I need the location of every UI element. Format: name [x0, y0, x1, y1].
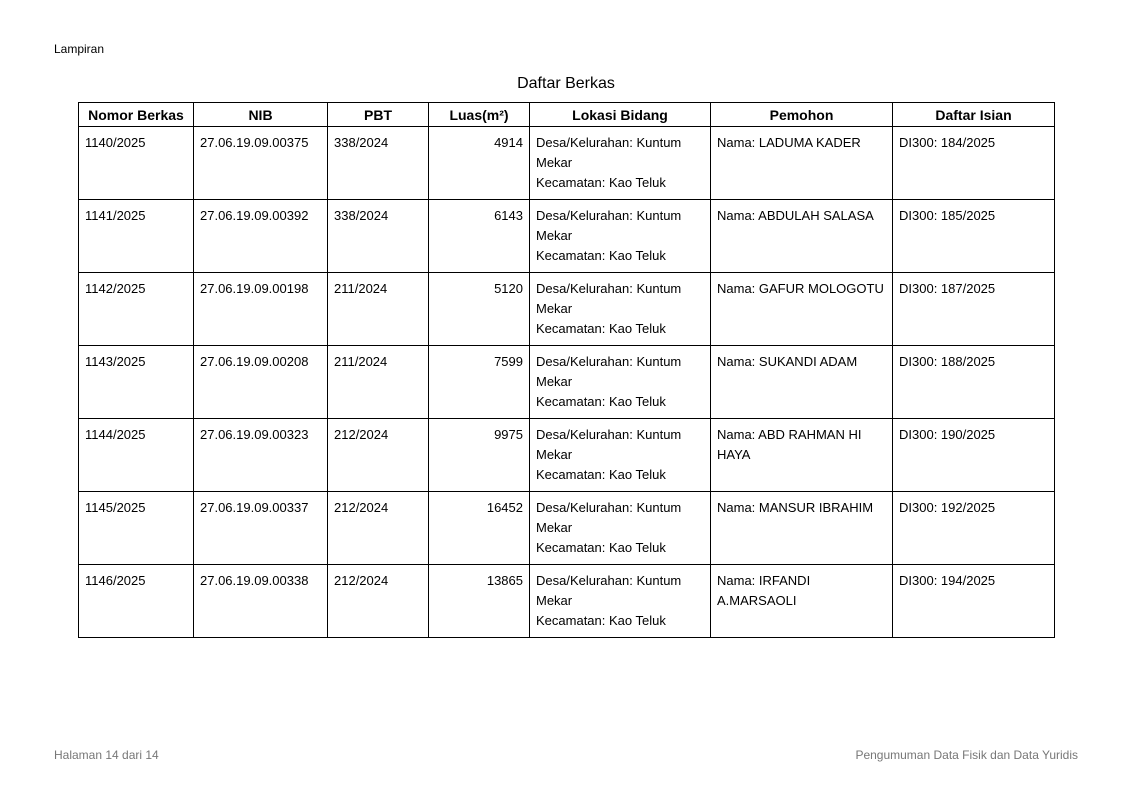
table-header-row	[79, 103, 1055, 127]
cell-luas: 16452	[429, 492, 530, 565]
cell-nib: 27.06.19.09.00198	[194, 273, 328, 346]
cell-pbt: 212/2024	[328, 492, 429, 565]
cell-nomor-berkas: 1142/2025	[79, 273, 194, 346]
cell-pbt: 211/2024	[328, 346, 429, 419]
cell-nomor-berkas: 1141/2025	[79, 200, 194, 273]
cell-nomor-berkas: 1144/2025	[79, 419, 194, 492]
cell-luas: 4914	[429, 127, 530, 200]
cell-nomor-berkas: 1143/2025	[79, 346, 194, 419]
cell-daftar-isian: DI300: 185/2025	[893, 200, 1055, 273]
cell-luas: 7599	[429, 346, 530, 419]
column-header-luas: Luas(m²)	[429, 103, 530, 127]
cell-nomor-berkas: 1145/2025	[79, 492, 194, 565]
table-row	[79, 127, 1055, 200]
lokasi-kecamatan: Kecamatan: Kao Teluk	[536, 540, 666, 555]
cell-nib: 27.06.19.09.00208	[194, 346, 328, 419]
cell-pemohon: Nama: ABDULAH SALASA	[711, 200, 893, 273]
lokasi-kecamatan: Kecamatan: Kao Teluk	[536, 321, 666, 336]
cell-pemohon: Nama: ABD RAHMAN HI HAYA	[711, 419, 893, 492]
table-row	[79, 565, 1055, 638]
table-row	[79, 492, 1055, 565]
lokasi-kecamatan: Kecamatan: Kao Teluk	[536, 248, 666, 263]
cell-luas: 6143	[429, 200, 530, 273]
lokasi-desa: Desa/Kelurahan: Kuntum Mekar	[536, 281, 682, 316]
cell-pemohon: Nama: SUKANDI ADAM	[711, 346, 893, 419]
cell-lokasi-bidang	[530, 200, 711, 273]
cell-daftar-isian: DI300: 184/2025	[893, 127, 1055, 200]
table-row	[79, 200, 1055, 273]
cell-lokasi-bidang	[530, 565, 711, 638]
column-header-nomor-berkas: Nomor Berkas	[79, 103, 194, 127]
cell-pbt: 338/2024	[328, 200, 429, 273]
cell-lokasi-bidang	[530, 492, 711, 565]
cell-nomor-berkas: 1146/2025	[79, 565, 194, 638]
cell-pbt: 212/2024	[328, 565, 429, 638]
cell-daftar-isian: DI300: 190/2025	[893, 419, 1055, 492]
lokasi-kecamatan: Kecamatan: Kao Teluk	[536, 394, 666, 409]
cell-nib: 27.06.19.09.00337	[194, 492, 328, 565]
cell-lokasi-bidang	[530, 127, 711, 200]
cell-pemohon: Nama: LADUMA KADER	[711, 127, 893, 200]
cell-pemohon: Nama: MANSUR IBRAHIM	[711, 492, 893, 565]
column-header-lokasi-bidang: Lokasi Bidang	[530, 103, 711, 127]
lokasi-desa: Desa/Kelurahan: Kuntum Mekar	[536, 135, 682, 170]
footer-page-number: Halaman 14 dari 14	[54, 748, 159, 762]
lokasi-desa: Desa/Kelurahan: Kuntum Mekar	[536, 354, 682, 389]
lokasi-kecamatan: Kecamatan: Kao Teluk	[536, 467, 666, 482]
cell-pbt: 338/2024	[328, 127, 429, 200]
cell-pbt: 212/2024	[328, 419, 429, 492]
cell-nib: 27.06.19.09.00392	[194, 200, 328, 273]
lokasi-desa: Desa/Kelurahan: Kuntum Mekar	[536, 573, 682, 608]
cell-lokasi-bidang	[530, 346, 711, 419]
cell-nomor-berkas: 1140/2025	[79, 127, 194, 200]
header-label: Lampiran	[54, 42, 105, 56]
lokasi-desa: Desa/Kelurahan: Kuntum Mekar	[536, 427, 682, 462]
table-row	[79, 419, 1055, 492]
lokasi-kecamatan: Kecamatan: Kao Teluk	[536, 613, 666, 628]
cell-luas: 13865	[429, 565, 530, 638]
column-header-pemohon: Pemohon	[711, 103, 893, 127]
document-title: Daftar Berkas	[517, 75, 615, 92]
cell-lokasi-bidang	[530, 273, 711, 346]
berkas-table	[78, 102, 1055, 638]
cell-pbt: 211/2024	[328, 273, 429, 346]
cell-daftar-isian: DI300: 194/2025	[893, 565, 1055, 638]
cell-lokasi-bidang	[530, 419, 711, 492]
cell-nib: 27.06.19.09.00323	[194, 419, 328, 492]
cell-daftar-isian: DI300: 192/2025	[893, 492, 1055, 565]
lokasi-desa: Desa/Kelurahan: Kuntum Mekar	[536, 208, 682, 243]
table-row	[79, 273, 1055, 346]
cell-luas: 9975	[429, 419, 530, 492]
cell-pemohon: Nama: IRFANDI A.MARSAOLI	[711, 565, 893, 638]
table-row	[79, 346, 1055, 419]
cell-nib: 27.06.19.09.00338	[194, 565, 328, 638]
cell-nib: 27.06.19.09.00375	[194, 127, 328, 200]
cell-daftar-isian: DI300: 188/2025	[893, 346, 1055, 419]
lokasi-kecamatan: Kecamatan: Kao Teluk	[536, 175, 666, 190]
column-header-nib: NIB	[194, 103, 328, 127]
column-header-daftar-isian: Daftar Isian	[893, 103, 1055, 127]
cell-daftar-isian: DI300: 187/2025	[893, 273, 1055, 346]
footer-document-name: Pengumuman Data Fisik dan Data Yuridis	[855, 748, 1078, 762]
cell-pemohon: Nama: GAFUR MOLOGOTU	[711, 273, 893, 346]
cell-luas: 5120	[429, 273, 530, 346]
lokasi-desa: Desa/Kelurahan: Kuntum Mekar	[536, 500, 682, 535]
column-header-pbt: PBT	[328, 103, 429, 127]
